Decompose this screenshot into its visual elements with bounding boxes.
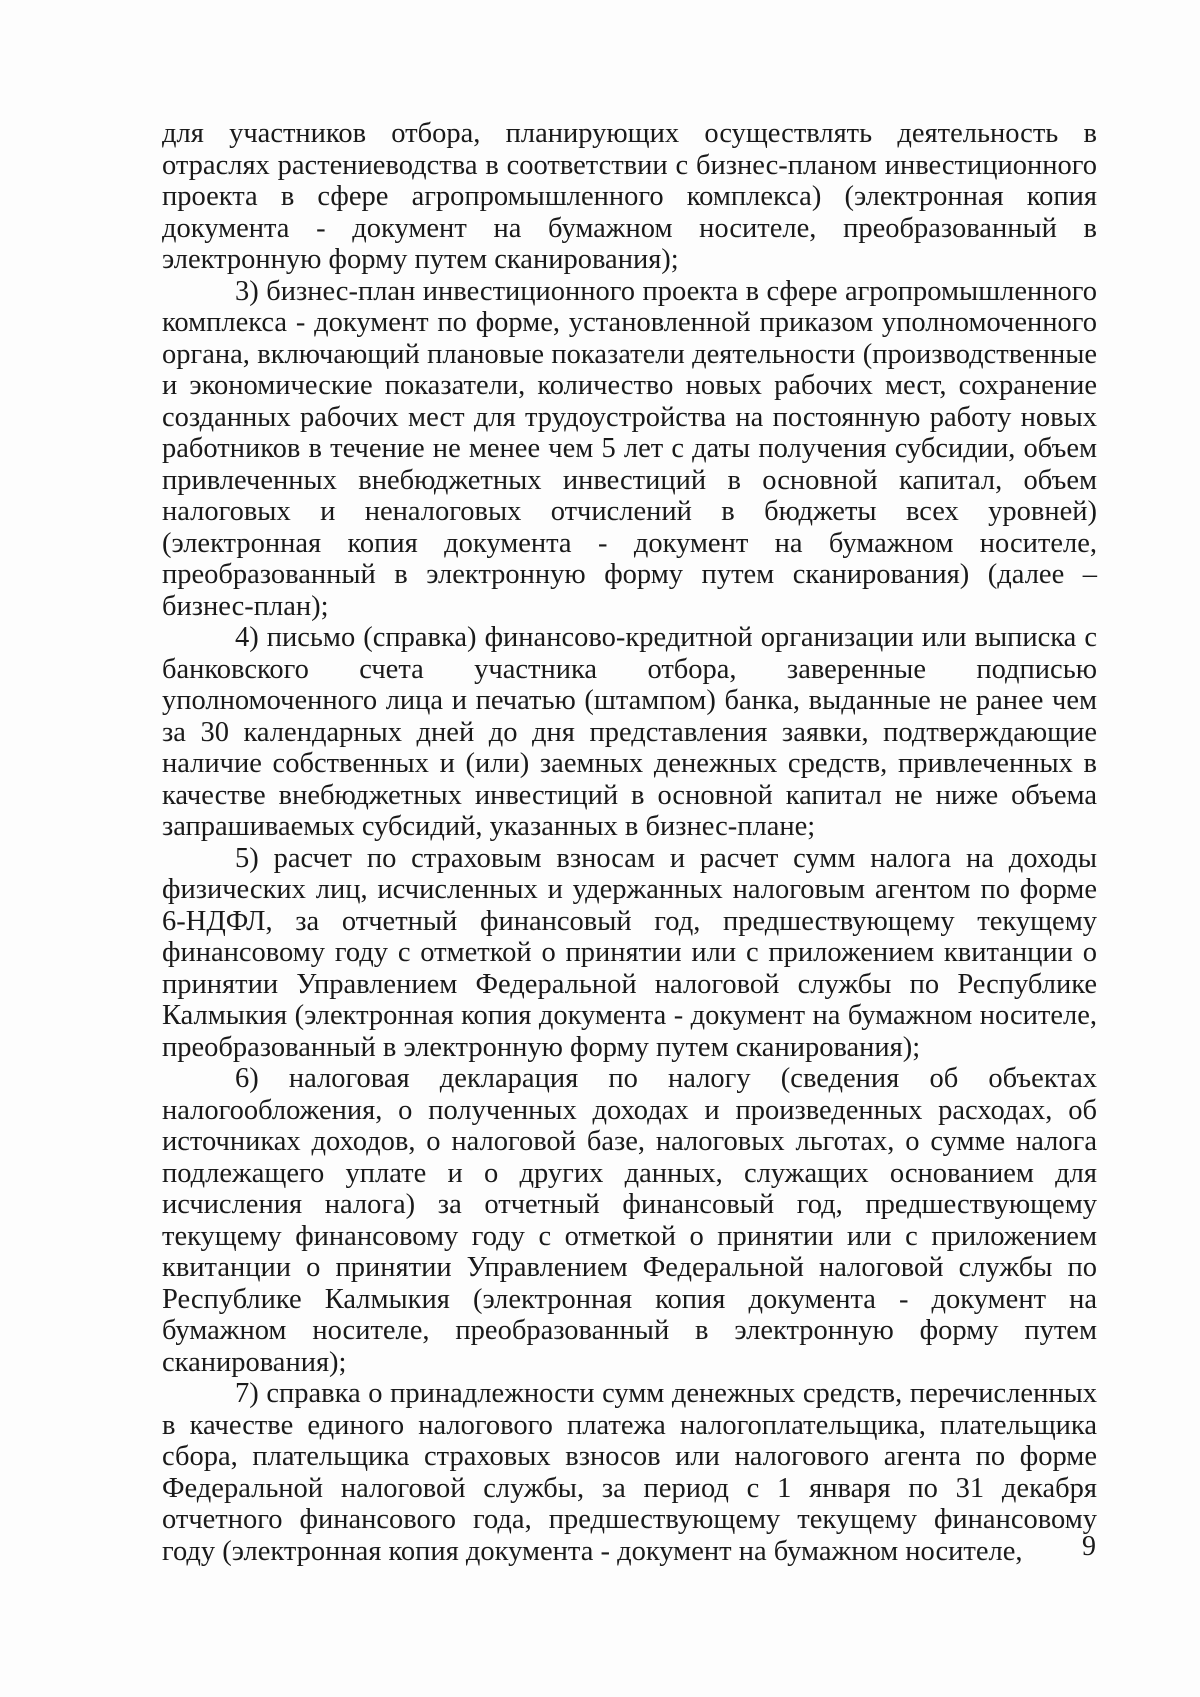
paragraph-item-3-business-plan: 3) бизнес-план инвестиционного проекта в сфере агропромышленного комплекса - документ по форме, установленной приказом уполномоченного органа, включающий плановые показатели деятельности (производственные и экономические показатели, количество новых рабочих мест, сохранение созданных рабочих мест для трудоустройства на постоянную работу новых работников в течение не менее чем 5 лет с даты получения субсидии, объем привлеченных внебюджетных инвестиций в основной капитал, объем налоговых и неналоговых отчислений в бюджеты всех уровней) (электронная копия документа - документ на бумажном носителе, преобразованный в электронную форму путем сканирования) (далее – бизнес-план); — [162, 275, 1097, 622]
paragraph-item-7-payment-certificate: 7) справка о принадлежности сумм денежных средств, перечисленных в качестве единого налогового платежа налогоплательщика, плательщика сбора, плательщика страховых взносов или налогового агента по форме Федеральной налоговой службы, за период с 1 января по 31 декабря отчетного финансового года, предшествующему текущему финансовому году (электронная копия документа - документ на бумажном носителе, — [162, 1378, 1097, 1567]
paragraph-item-6-tax-declaration: 6) налоговая декларация по налогу (сведения об объектах налогообложения, о полученных доходах и произведенных расходах, об источниках доходов, о налоговой базе, налоговых льготах, о сумме налога подлежащего уплате и о других данных, служащих основанием для исчисления налога) за отчетный финансовый год, предшествующему текущему финансовому году с отметкой о принятии или с приложением квитанции о принятии Управлением Федеральной налоговой службы по Республике Калмыкия (электронная копия документа - документ на бумажном носителе, преобразованный в электронную форму путем сканирования); — [162, 1063, 1097, 1378]
paragraph-continuation: для участников отбора, планирующих осуществлять деятельность в отраслях растениеводства в соответствии с бизнес-планом инвестиционного проекта в сфере агропромышленного комплекса) (электронная копия документа - документ на бумажном носителе, преобразованный в электронную форму путем сканирования); — [162, 118, 1097, 275]
document-body — [162, 118, 1097, 1567]
paragraph-item-4-bank-letter: 4) письмо (справка) финансово-кредитной организации или выписка с банковского счета участника отбора, заверенные подписью уполномоченного лица и печатью (штампом) банка, выданные не ранее чем за 30 календарных дней до дня представления заявки, подтверждающие наличие собственных и (или) заемных денежных средств, привлеченных в качестве внебюджетных инвестиций в основной капитал не ниже объема запрашиваемых субсидий, указанных в бизнес-плане; — [162, 622, 1097, 842]
paragraph-item-5-insurance-calculation: 5) расчет по страховым взносам и расчет сумм налога на доходы физических лиц, исчисленных и удержанных налоговым агентом по форме 6-НДФЛ, за отчетный финансовый год, предшествующему текущему финансовому году с отметкой о принятии или с приложением квитанции о принятии Управлением Федеральной налоговой службы по Республике Калмыкия (электронная копия документа - документ на бумажном носителе, преобразованный в электронную форму путем сканирования); — [162, 842, 1097, 1063]
page-number: 9 — [1082, 1531, 1096, 1562]
